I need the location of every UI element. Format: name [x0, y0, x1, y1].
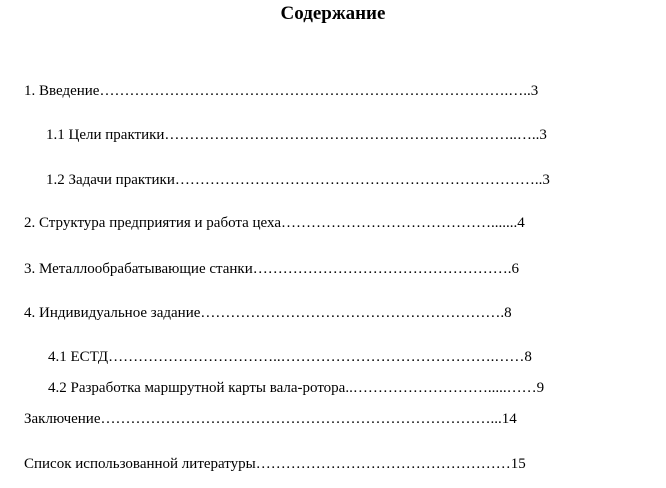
toc-entry-introduction: 1. Введение……………………………………………………………………….…..3: [24, 83, 539, 99]
toc-entry-individual-task: 4. Индивидуальное задание…………………………………………………….8: [24, 305, 512, 321]
toc-entry-practice-goals: 1.1 Цели практики……………………………………………………………..…..3: [46, 127, 547, 143]
toc-entry-route-card: 4.2 Разработка маршрутной карты вала-ротора..……………………….....……9: [48, 380, 545, 396]
toc-entry-enterprise-structure: 2. Структура предприятия и работа цеха…………………………………….......4: [24, 215, 525, 231]
toc-entry-metalworking-machines: 3. Металлообрабатывающие станки…………………………………………….6: [24, 261, 519, 277]
toc-entry-estd: 4.1 ЕСТД……………………………..…………………………………….……8: [48, 349, 532, 365]
toc-entry-references: Список использованной литературы……………………………………………15: [24, 456, 526, 472]
page-title: Содержание: [280, 3, 386, 24]
toc-entry-practice-tasks: 1.2 Задачи практики………………………………………………………………..3: [46, 172, 550, 188]
toc-entry-conclusion: Заключение……………………………………………………………………...14: [24, 411, 517, 427]
